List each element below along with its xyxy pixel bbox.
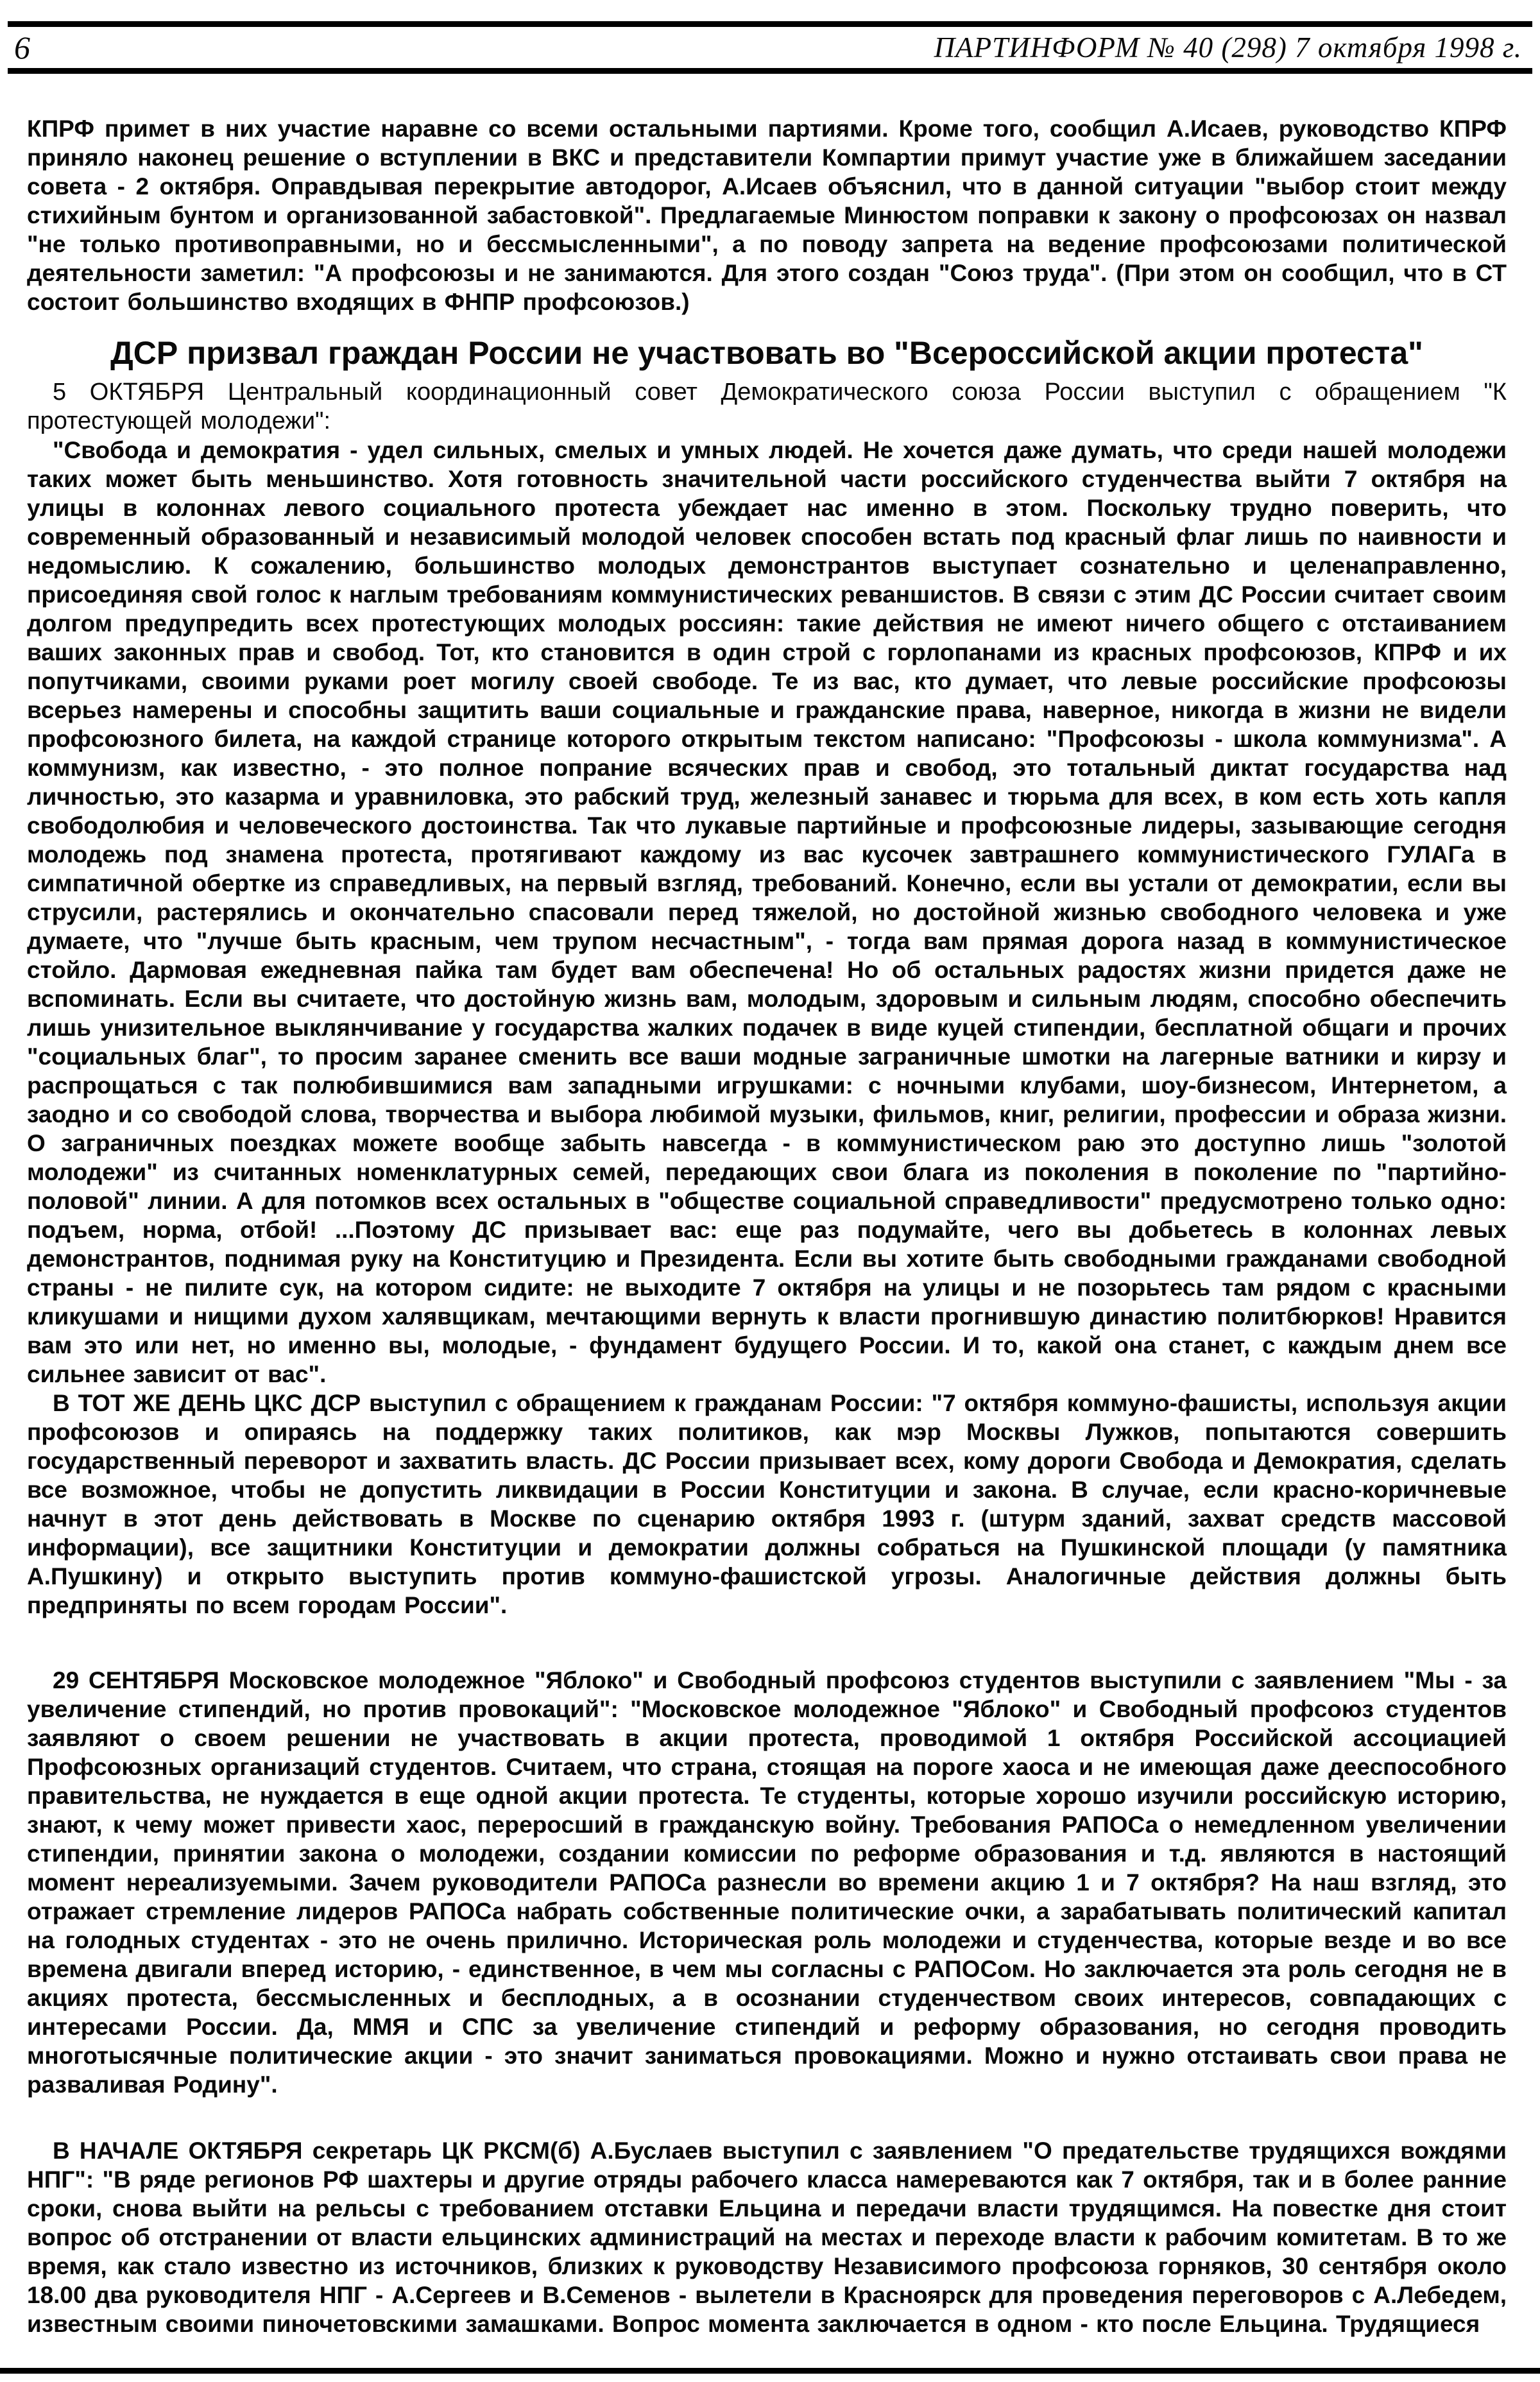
- page-number: 6: [14, 30, 30, 65]
- paragraph-september29-yabloko: 29 СЕНТЯБРЯ Московское молодежное "Яблоко" и Свободный профсоюз студентов выступили с заявлением "Мы - за увеличение стипендий, но против провокаций": "Московское молодежное "Яблоко" и Свободный профсоюз студентов заявляют о своем решении не участвовать в акции протеста, проводимой 1 октября Российской ассоциацией Профсоюзных организаций студентов. Считаем, что страна, стоящая на пороге хаоса и не имеющая даже дееспособного правительства, не нуждается в еще одной акции протеста. Те студенты, которые хорошо изучили российскую историю, знают, к чему может привести хаос, переросший в гражданскую войну. Требования РАПОСа о немедленном увеличении стипендии, принятии закона о молодежи, создании комиссии по реформе образования и т.д. являются в настоящий момент нереализуемыми. Зачем руководители РАПОСа разнесли во времени акцию 1 и 7 октября? На наш взгляд, это отражает стремление лидеров РАПОСа набрать собственные политические очки, а зарабатывать политический капитал на голодных студентах - это не очень прилично. Историческая роль молодежи и студенчества, которые везде и во все времена двигали вперед историю, - единственное, в чем мы согласны с РАПОСом. Но заключается эта роль сегодня не в акциях протеста, бессмысленных и бесплодных, а в осознании студенчеством своих интересов, совпадающих с интересами России. Да, ММЯ и СПС за увеличение стипендий и реформу образования, но сегодня проводить многотысячные политические акции - это значит заниматься провокациями. Можно и нужно отстаивать свои права не разваливая Родину".: [27, 1667, 1507, 2098]
- paragraph-same-day-cks-appeal: В ТОТ ЖЕ ДЕНЬ ЦКС ДСР выступил с обращением к гражданам России: "7 октября коммуно-фашисты, используя акции профсоюзов и опираясь на поддержку таких политиков, как мэр Москвы Лужков, попытаются совершить государственный переворот и захватить власть. ДС России призывает всех, кому дороги Свобода и Демократия, сделать все возможное, чтобы не допустить ликвидации в России Конституции и закона. В случае, если красно-коричневые начнут в этот день действовать в Москве по сценарию октября 1993 г. (штурм зданий, захват средств массовой информации), все защитники Конституции и демократии должны собраться на Пушкинской площади (у памятника А.Пушкину) и открыто выступить против коммуно-фашистской угрозы. Аналогичные действия должны быть предприняты по всем городам России".: [27, 1390, 1507, 1618]
- article-heading-dsr: ДСР призвал граждан России не участвовать во "Всероссийской акции протеста": [110, 335, 1423, 371]
- article-body: [27, 114, 1507, 2338]
- paragraph-ds-appeal-to-youth: "Свобода и демократия - удел сильных, смелых и умных людей. Не хочется даже думать, что среди нашей молодежи таких может быть меньшинство. Хотя готовность значительной части российского студенчества выйти 7 октября на улицы в колоннах левого социального протеста убеждает нас именно в этом. Поскольку трудно поверить, что современный образованный и независимый молодой человек способен встать под красный флаг лишь по наивности и недомыслию. К сожалению, большинство молодых демонстрантов выступает сознательно и целенаправленно, присоединяя свой голос к наглым требованиям коммунистических реваншистов. В связи с этим ДС России считает своим долгом предупредить всех протестующих молодых россиян: такие действия не имеют ничего общего с отстаиванием ваших законных прав и свобод. Тот, кто становится в один строй с горлопанами из красных профсоюзов, КПРФ и их попутчиками, своими руками роет могилу своей свободе. Те из вас, кто думает, что левые российские профсоюзы всерьез намерены и способны защитить ваши социальные и гражданские права, наверное, никогда в жизни не видели профсоюзного билета, на каждой странице которого открытым текстом написано: "Профсоюзы - школа коммунизма". А коммунизм, как известно, - это полное попрание всяческих прав и свобод, это тотальный диктат государства над личностью, это казарма и уравниловка, это рабский труд, железный занавес и тюрьма для всех, в ком есть хоть капля свободолюбия и человеческого достоинства. Так что лукавые партийные и профсоюзные лидеры, зазывающие сегодня молодежь под знамена протеста, протягивают каждому из вас кусочек завтрашнего коммунистического ГУЛАГа в симпатичной обертке из справедливых, на первый взгляд, требований. Конечно, если вы устали от демократии, если вы струсили, растерялись и окончательно спасовали перед тяжелой, но достойной жизнью свободного человека и уже думаете, что "лучше быть красным, чем трупом несчастным", - тогда вам прямая дорога назад в коммунистическое стойло. Дармовая ежедневная пайка там будет вам обеспечена! Но об остальных радостях жизни придется даже не вспоминать. Если вы считаете, что достойную жизнь вам, молодым, здоровым и сильным людям, способно обеспечить лишь унизительное выклянчивание у государства жалких подачек в виде куцей стипендии, бесплатной общаги и прочих "социальных благ", то просим заранее сменить все ваши модные заграничные шмотки на лагерные ватники и кирзу и распрощаться с так полюбившимися вам западными игрушками: с ночными клубами, шоу-бизнесом, Интернетом, а заодно и со свободой слова, творчества и выбора любимой музыки, фильмов, книг, религии, профессии и образа жизни. О заграничных поездках можете вообще забыть навсегда - в коммунистическом раю это доступно лишь "золотой молодежи" из считанных номенклатурных семей, передающих свои блага из поколения в поколение по "партийно-половой" линии. А для потомков всех остальных в "обществе социальной справедливости" предусмотрено только одно: подъем, норма, отбой! ...Поэтому ДС призывает вас: еще раз подумайте, чего вы добьетесь в колоннах левых демонстрантов, поднимая руку на Конституцию и Президента. Если вы хотите быть свободными гражданами свободной страны - не пилите сук, на котором сидите: не выходите 7 октября на улицы и не позорьтесь там рядом с красными кликушами и нищими духом халявщикам, мечтающими вернуть к власти прогнившую династию политбюрков! Нравится вам это или нет, но именно вы, молодые, - фундамент будущего России. И то, какой она станет, с каждым днем все сильнее зависит от вас".: [27, 437, 1507, 1387]
- paragraph-kprf-continuation: КПРФ примет в них участие наравне со всеми остальными партиями. Кроме того, сообщил А.Исаев, руководство КПРФ приняло наконец решение о вступлении в ВКС и представители Компартии примут участие уже в ближайшем заседании совета - 2 октября. Оправдывая перекрытие автодорог, А.Исаев объяснил, что в данной ситуации "выбор стоит между стихийным бунтом и организованной забастовкой". Предлагаемые Минюстом поправки к закону о профсоюзах он назвал "не только противоправными, но и бессмысленными", а по поводу запрета на ведение профсоюзами политической деятельности заметил: "А профсоюзы и не занимаются. Для этого создан "Союз труда". (При этом он сообщил, что в СТ состоит большинство входящих в ФНПР профсоюзов.): [27, 116, 1507, 315]
- page-header: [8, 21, 1532, 74]
- paragraph-intro-october5: 5 ОКТЯБРЯ Центральный координационный совет Демократического союза России выступил с обращением "К протестующей молодежи":: [27, 379, 1507, 434]
- paragraph-early-october-rksm: В НАЧАЛЕ ОКТЯБРЯ секретарь ЦК РКСМ(б) А.Буслаев выступил с заявлением "О предательстве трудящихся вождями НПГ": "В ряде регионов РФ шахтеры и другие отряды рабочего класса намереваются как 7 октября, так и в более ранние сроки, снова выйти на рельсы с требованием отставки Ельцина и передачи власти трудящимся. На повестке дня стоит вопрос об отстранении от власти ельцинских администраций на местах и переходе власти к рабочим комитетам. В то же время, как стало известно из источников, близких к руководству Независимого профсоюза горняков, 30 сентября около 18.00 два руководителя НПГ - А.Сергеев и В.Семенов - вылетели в Красноярск для проведения переговоров с А.Лебедем, известным своими пиночетовскими замашками. Вопрос момента заключается в одном - кто после Ельцина. Трудящиеся: [27, 2138, 1507, 2337]
- bottom-rule: [0, 2368, 1540, 2374]
- issue-title: ПАРТИНФОРМ № 40 (298) 7 октября 1998 г.: [934, 31, 1522, 64]
